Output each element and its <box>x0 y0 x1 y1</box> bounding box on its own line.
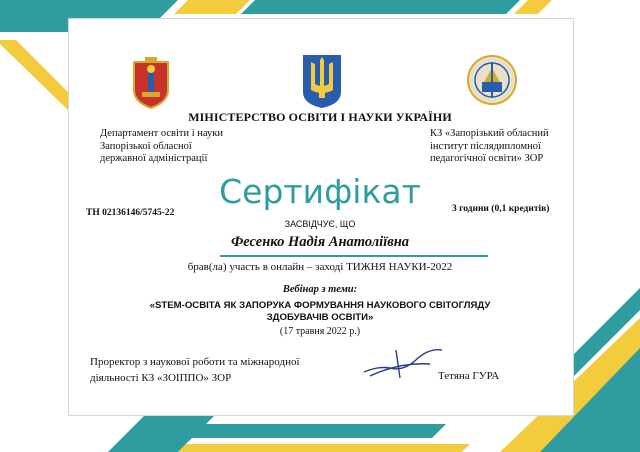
signature-image <box>360 342 450 382</box>
event-date: (17 травня 2022 р.) <box>279 326 361 337</box>
institute-line-2: інститут післядипломної <box>430 140 541 152</box>
top-long-teal-stripe <box>241 0 520 14</box>
institute-line-3: педагогічної освіти» ЗОР <box>430 153 544 164</box>
certificate-title: Сертифікат <box>219 172 421 211</box>
signer-line-1: Проректор з наукової роботи та міжнародної <box>90 356 300 368</box>
top-right-yellow-stripe <box>514 0 552 14</box>
participation-text: брав(ла) участь в онлайн – заході ТИЖНЯ НАУКИ-2022 <box>187 261 453 273</box>
institute-name <box>430 128 549 166</box>
bottom-teal-stripe-mid <box>162 424 446 438</box>
department-line-1: Департамент освіти і науки <box>100 128 223 139</box>
department-name <box>100 128 223 166</box>
webinar-topic <box>130 300 510 324</box>
hours-credits: 3 години (0,1 кредитів) <box>452 204 550 214</box>
signer-name: Тетяна ГУРА <box>438 370 500 382</box>
certifies-label: ЗАСВІДЧУЄ, ЩО <box>284 219 356 229</box>
ministry-heading: МІНІСТЕРСТВО ОСВІТИ І НАУКИ УКРАЇНИ <box>188 110 452 124</box>
bottom-yellow-stripe <box>178 444 470 452</box>
department-line-3: державної адміністрації <box>100 153 208 164</box>
signer-line-2: діяльності КЗ «ЗОІППО» ЗОР <box>90 372 232 384</box>
regional-emblem-icon <box>128 56 174 110</box>
institute-line-1: КЗ «Запорізький обласний <box>430 128 549 139</box>
registration-number: ТН 02136146/5745-22 <box>86 208 175 218</box>
institute-logo-icon <box>466 54 518 106</box>
topic-line-1: «STEM-ОСВІТА ЯК ЗАПОРУКА ФОРМУВАННЯ НАУКОВОГО СВІТОГЛЯДУ <box>149 300 491 311</box>
department-line-2: Запорізької обласної <box>100 140 192 152</box>
webinar-label: Вебінар з теми: <box>282 284 358 295</box>
top-yellow-stripe <box>174 0 250 14</box>
left-yellow-diagonal <box>0 40 70 112</box>
trident-icon <box>300 52 344 110</box>
signer-position <box>90 354 300 386</box>
recipient-name: Фесенко Надія Анатоліївна <box>230 234 410 250</box>
name-underline <box>220 255 488 257</box>
topic-line-2: ЗДОБУВАЧІВ ОСВІТИ» <box>266 312 374 323</box>
